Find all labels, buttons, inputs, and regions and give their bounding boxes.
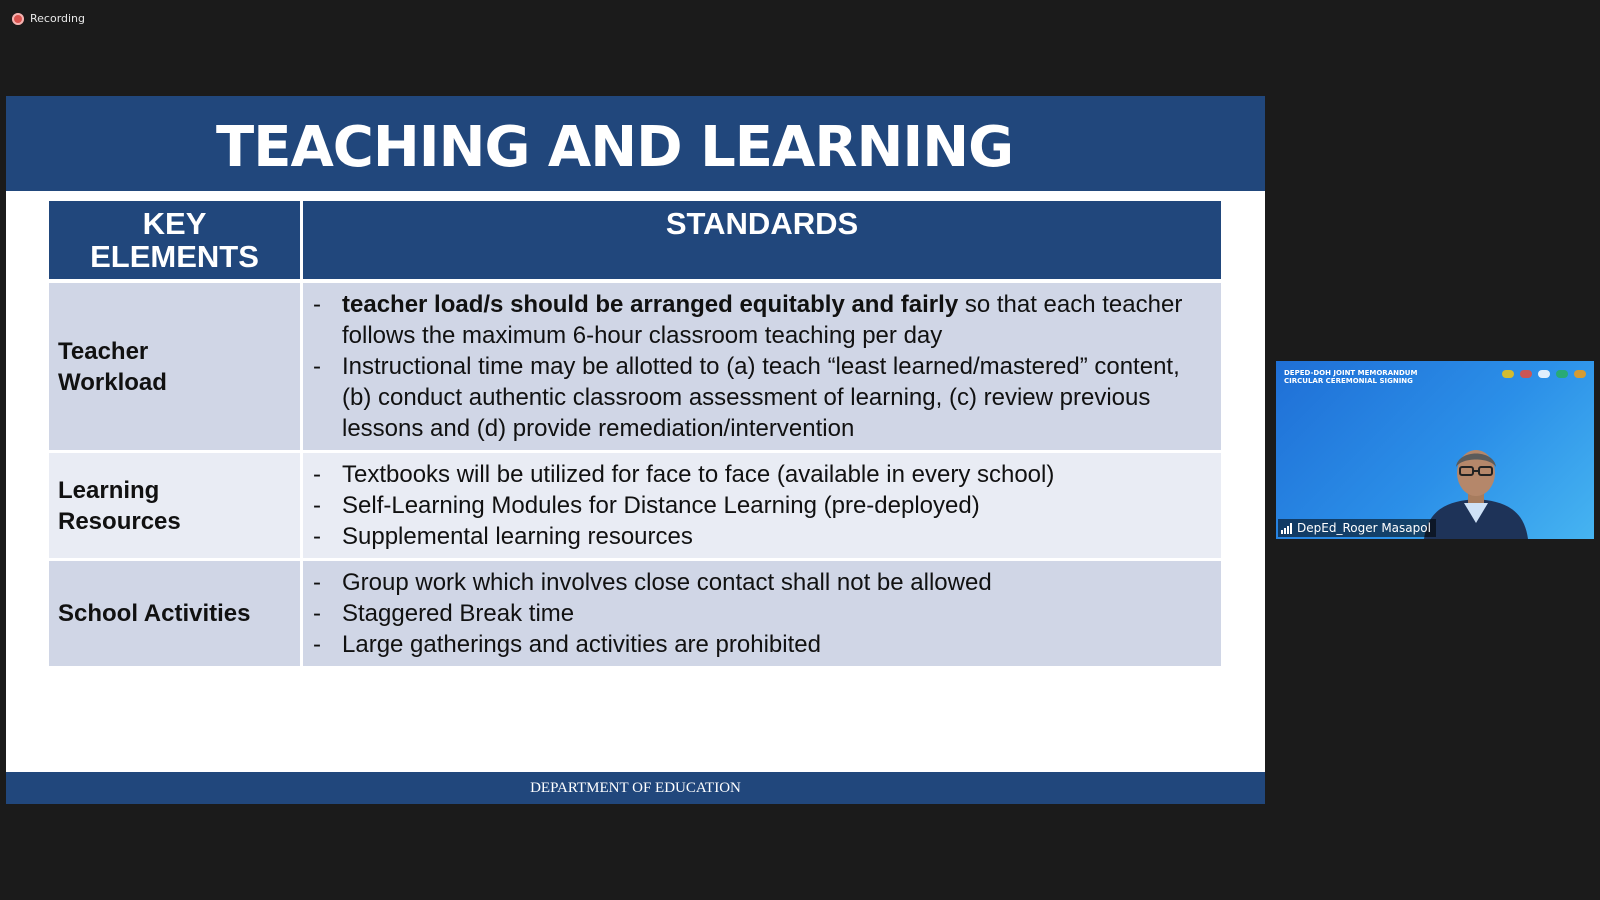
participant-video-tile[interactable] bbox=[1276, 361, 1594, 539]
header-standards: STANDARDS bbox=[302, 201, 1222, 281]
key-element-cell: Learning Resources bbox=[49, 452, 302, 560]
standard-item bbox=[311, 289, 1207, 351]
standards-cell bbox=[302, 560, 1222, 668]
recording-label: Recording bbox=[30, 12, 86, 25]
video-banner-logos bbox=[1502, 370, 1586, 378]
bullet-dash: - bbox=[313, 523, 321, 550]
standard-item bbox=[311, 490, 1207, 521]
shared-slide bbox=[6, 96, 1265, 804]
standard-item bbox=[311, 629, 1207, 660]
bullet-dash: - bbox=[313, 569, 321, 596]
participant-name-label bbox=[1278, 519, 1436, 537]
standard-text: Self-Learning Modules for Distance Learning (pre-deployed) bbox=[342, 492, 980, 519]
standards-list bbox=[311, 567, 1207, 660]
table-row bbox=[49, 452, 1221, 560]
standard-text: Group work which involves close contact shall not be allowed bbox=[342, 569, 992, 596]
slide-header bbox=[6, 96, 1265, 191]
key-element-cell: Teacher Workload bbox=[49, 281, 302, 452]
bullet-dash: - bbox=[313, 492, 321, 519]
slide-title: TEACHING AND LEARNING bbox=[216, 115, 1014, 180]
standard-item bbox=[311, 351, 1207, 444]
standard-item bbox=[311, 567, 1207, 598]
standards-list bbox=[311, 289, 1207, 444]
bullet-dash: - bbox=[313, 600, 321, 627]
video-banner-text: DEPED-DOH JOINT MEMORANDUM CIRCULAR CEREMONIAL SIGNING bbox=[1284, 369, 1418, 385]
header-key-elements: KEY ELEMENTS bbox=[49, 201, 302, 281]
bullet-dash: - bbox=[313, 353, 321, 380]
recording-indicator bbox=[12, 12, 85, 25]
standards-cell bbox=[302, 452, 1222, 560]
bullet-dash: - bbox=[313, 631, 321, 658]
standards-cell bbox=[302, 281, 1222, 452]
standard-item bbox=[311, 459, 1207, 490]
standard-text: Supplemental learning resources bbox=[342, 523, 693, 550]
standard-text: Instructional time may be allotted to (a) teach “least learned/mastered” content, (b) conduct authentic classroom assessment of learning, (c) review previous lessons and (d) provide remediation/intervention bbox=[342, 353, 1180, 442]
key-element-cell: School Activities bbox=[49, 560, 302, 668]
standard-text: so that each teacher follows the maximum 6-hour classroom teaching per day bbox=[342, 291, 1183, 349]
bullet-dash: - bbox=[313, 291, 321, 318]
standard-item bbox=[311, 598, 1207, 629]
standard-emphasis: teacher load/s should be arranged equitably and fairly bbox=[342, 291, 959, 318]
table-row bbox=[49, 560, 1221, 668]
table-row bbox=[49, 281, 1221, 452]
slide-footer: DEPARTMENT OF EDUCATION bbox=[6, 772, 1265, 804]
participant-name: DepEd_Roger Masapol bbox=[1297, 521, 1431, 535]
standard-text: Staggered Break time bbox=[342, 600, 575, 627]
standards-table bbox=[49, 201, 1221, 669]
bullet-dash: - bbox=[313, 461, 321, 488]
standards-list bbox=[311, 459, 1207, 552]
record-icon bbox=[12, 13, 24, 25]
standard-item bbox=[311, 521, 1207, 552]
signal-bars-icon bbox=[1281, 523, 1292, 534]
table-header-row bbox=[49, 201, 1221, 281]
standard-text: Textbooks will be utilized for face to face (available in every school) bbox=[342, 461, 1055, 488]
standard-text: Large gatherings and activities are prohibited bbox=[342, 631, 821, 658]
